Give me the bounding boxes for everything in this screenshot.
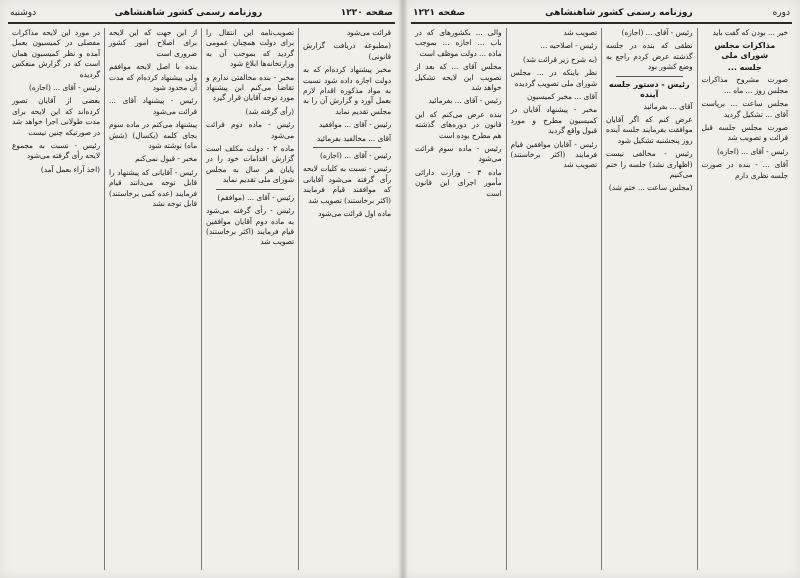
paragraph: قرائت می‌شود	[346, 28, 391, 37]
section-heading: مذاکرات مجلس شورای ملی	[714, 41, 776, 61]
paragraph: رئیس - آقایان موافقین قیام فرمایند (اکثر برخاستند) تصویب شد	[510, 139, 597, 170]
right-page-date: دوره	[772, 8, 790, 18]
paragraph: مجلس آقای ... که بعد از تصویب این لایحه تشکیل خواهد شد	[415, 62, 502, 93]
paragraph: عرض کنم که اگر آقایان موافقت بفرمایند جلسه آینده روز پنجشنبه تشکیل شود	[606, 115, 693, 145]
paragraph: (اخذ آراء بعمل آمد)	[40, 164, 100, 174]
paragraph: خیر ... بودن که گفت باید	[712, 28, 788, 37]
paragraph: رئیس - آقای ... (اجازه)	[28, 83, 100, 93]
right-page	[403, 0, 800, 578]
paragraph: صورت مشروح مذاکرات مجلس روز ... ماه ...	[701, 75, 788, 95]
paragraph: مجلس ساعت ... برپاست آقای ... تشکیل گردید	[701, 99, 788, 119]
paragraph: ماده ۳ - وزارت دارائی مأمور اجرای این قانون است	[415, 167, 502, 198]
left-column-2	[201, 28, 298, 570]
left-header-rule	[8, 22, 395, 24]
left-column-1	[298, 28, 395, 570]
paragraph: رئیس - ماده دوم قرائت می‌شود	[206, 120, 294, 140]
paragraph: بنده عرض می‌کنم که این قانون در دوره‌های گذشته هم مطرح بوده است	[415, 109, 502, 140]
paragraph: رئیس - آقای ... (اجازه)	[319, 151, 391, 161]
paragraph: تصویب‌نامه این انتقال را برای دولت همچنان عمومی گردید که بموجب آن به وزارتخانه‌ها ابلاغ شود	[206, 28, 294, 69]
paragraph: آقای ... مخالفید بفرمائید	[316, 133, 391, 143]
paragraph: رئیس - آقای ... (اجازه)	[621, 28, 693, 37]
left-page-title: روزنامه رسمی کشور شاهنشاهی	[114, 8, 263, 18]
right-page-header	[413, 6, 790, 20]
divider	[313, 147, 381, 148]
paragraph: رئیس - مخالفی نیست (اظهاری نشد) جلسه را ختم می‌کنیم	[606, 149, 693, 180]
right-column-1	[697, 28, 793, 570]
left-columns	[8, 28, 395, 570]
paragraph: بنده با اصل لایحه موافقم ولی پیشنهاد کرده‌ام که مدت آن محدود شود	[109, 62, 197, 93]
page-gutter	[398, 0, 408, 578]
paragraph: رئیس - آقای ... موافقید	[318, 120, 391, 130]
right-columns	[411, 28, 792, 570]
left-page-header	[10, 6, 393, 20]
paragraph: والی ... بکشورهای که در باب ... اجازه ... بموجب ماده ... دولت موظف است	[415, 28, 502, 58]
paragraph: رئیس - آقای ... (اجازه)	[716, 146, 788, 156]
paragraph: مخبر - پیشنهاد آقایان در کمیسیون مطرح و مورد قبول واقع گردید	[510, 105, 597, 136]
right-column-4	[411, 28, 506, 570]
right-page-number: صفحه ۱۲۲۱	[413, 8, 466, 18]
paragraph: رئیس - ماده سوم قرائت می‌شود	[415, 144, 502, 164]
right-header-rule	[411, 22, 792, 24]
paragraph: رئیس - نسبت به مجموع لایحه رأی گرفته می‌شود	[12, 141, 100, 161]
paragraph: نطقی که بنده در جلسه گذشته عرض کردم راجع به وضع کشور بود	[606, 41, 693, 72]
paragraph: آقای ... مخبر کمیسیون	[527, 92, 597, 102]
paragraph: آقای ... - بنده در صورت جلسه نظری دارم	[701, 160, 788, 180]
paragraph: (به شرح زیر قرائت شد)	[522, 54, 597, 64]
paragraph: رئیس - اصلاحیه ...	[540, 41, 597, 51]
section-heading: رئیس - دستور جلسه آینده	[608, 79, 690, 99]
paragraph: مخبر - قبول نمی‌کنم	[135, 154, 197, 164]
left-page-date: دوشنبه	[10, 8, 37, 18]
section-subheading: جلسه ...	[727, 63, 762, 73]
paragraph: مخبر پیشنهاد کرده‌ام که به دولت اجازه داده شود نسبت به مواد مذکوره اقدام لازم بعمل آورد و گزارش آن را به مجلس تقدیم نماید	[303, 65, 391, 116]
paragraph: رئیس - پیشنهاد آقای ... قرائت می‌شود	[109, 96, 197, 116]
paragraph: رئیس - آقای ... بفرمائید	[428, 96, 502, 106]
paragraph: (مجلس ساعت ... ختم شد)	[608, 183, 693, 193]
left-page-number: صفحه ۱۲۲۰	[340, 8, 393, 18]
left-column-4	[8, 28, 104, 570]
left-column-3	[104, 28, 201, 570]
paragraph: صورت مجلس جلسه قبل قرائت و تصویب شد	[701, 123, 788, 143]
paragraph: (مطبوعه دریافت گزارش قانونی)	[303, 41, 391, 61]
paragraph: رئیس - آقای ... (موافقم)	[217, 192, 294, 202]
paragraph: پیشنهاد می‌کنم در ماده سوم بجای کلمه (یکسال) (شش ماه) نوشته شود	[109, 120, 197, 151]
paragraph: رئیس - نسبت به کلیات لایحه رأی گرفته می‌شود آقایانی که موافقند قیام فرمایند (اکثر برخاستند) تصویب شد	[303, 164, 391, 205]
paragraph: نظر باینکه در ... مجلس شورای ملی تصویب گردیده	[510, 68, 597, 88]
paragraph: آقای ... بفرمائید	[643, 101, 693, 111]
paragraph: (رأی گرفته شد)	[245, 106, 294, 116]
right-column-3	[506, 28, 602, 570]
paragraph: رئیس - آقایانی که پیشنهاد را قابل توجه می‌دانند قیام فرمایند (عده کمی برخاستند) قابل توجه نشد	[109, 167, 197, 209]
paragraph: در مورد این لایحه مذاکرات مفصلی در کمیسیون بعمل آمده و نظر کمیسیون همان است که در گزارش منعکس گردیده	[12, 28, 100, 79]
paragraph: ماده ۲ - دولت مکلف است گزارش اقدامات خود را در پایان هر سال به مجلس شورای ملی تقدیم نماید	[206, 144, 294, 185]
divider	[216, 189, 284, 190]
paragraph: رئیس - رأی گرفته می‌شود به ماده دوم آقایان موافقین قیام فرمایند (اکثر برخاستند) تصویب شد	[206, 206, 294, 247]
paragraph: ماده اول قرائت می‌شود	[318, 209, 391, 219]
paragraph: از این جهت که این لایحه برای اصلاح امور کشور ضروری است	[109, 28, 197, 58]
right-column-2	[601, 28, 697, 570]
right-page-title: روزنامه رسمی کشور شاهنشاهی	[545, 8, 693, 18]
paragraph: مخبر - بنده مخالفتی ندارم و تقاضا می‌کنم این پیشنهاد مورد توجه آقایان قرار گیرد	[206, 72, 294, 103]
paragraph: بعضی از آقایان تصور کرده‌اند که این لایحه برای مدت طولانی اجرا خواهد شد در صورتیکه چنین نیست	[12, 96, 100, 137]
paragraph: تصویب شد	[563, 28, 597, 37]
divider	[616, 76, 683, 77]
